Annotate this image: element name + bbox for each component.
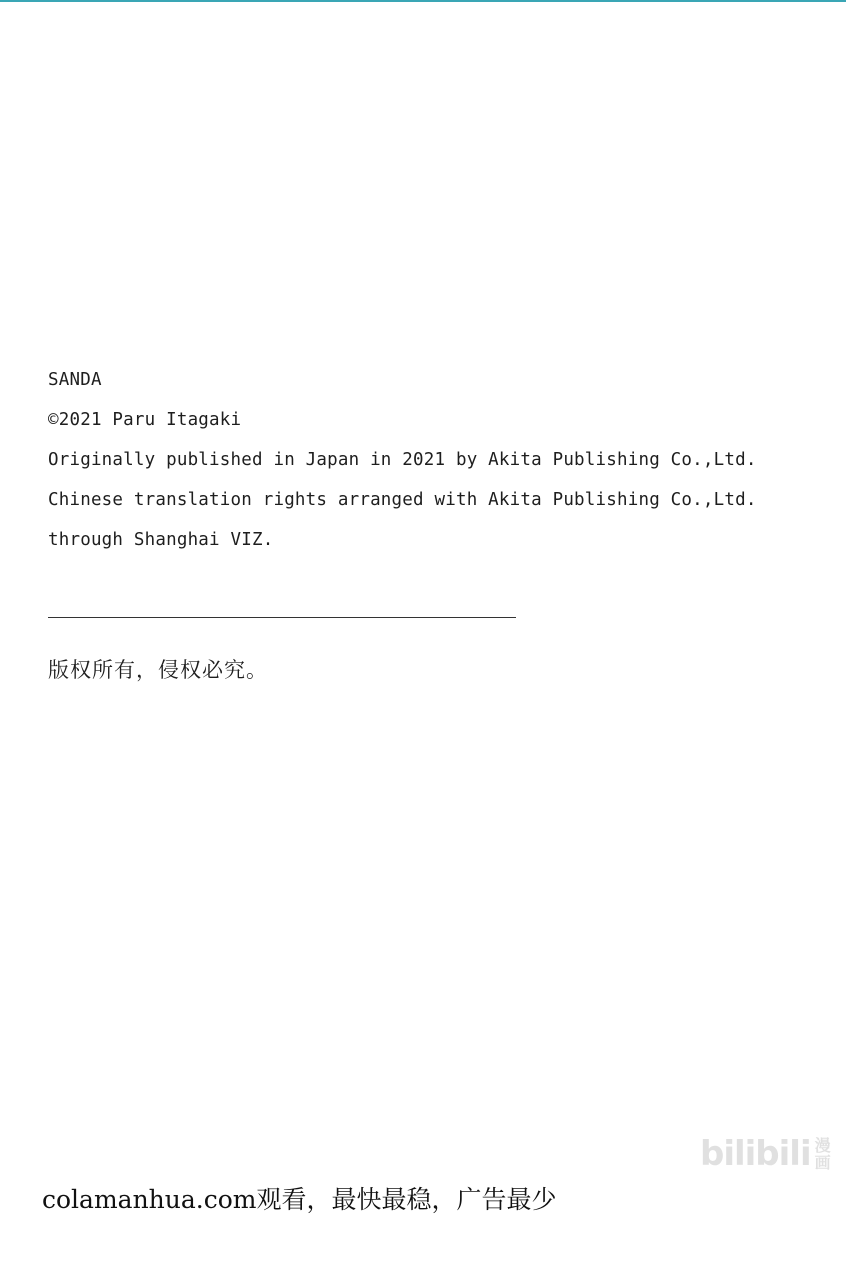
watermark-brand: bilibili: [700, 1134, 811, 1174]
title-line: SANDA: [48, 370, 102, 390]
top-accent-rule: [0, 0, 846, 2]
bilibili-manga-watermark: [700, 1130, 831, 1178]
copyright-block: [48, 360, 808, 560]
rights-notice: 版权所有，侵权必究。: [48, 658, 268, 682]
translation-rights-line: Chinese translation rights arranged with Akita Publishing Co.,Ltd.: [48, 490, 757, 510]
footer-note: colamanhua.com观看，最快最稳，广告最少: [42, 1185, 557, 1214]
watermark-tag: 漫画: [814, 1136, 831, 1172]
copyright-line: ©2021 Paru Itagaki: [48, 410, 242, 430]
publication-line: Originally published in Japan in 2021 by Akita Publishing Co.,Ltd.: [48, 450, 757, 470]
divider-line: [48, 617, 516, 618]
agency-line: through Shanghai VIZ.: [48, 530, 274, 550]
